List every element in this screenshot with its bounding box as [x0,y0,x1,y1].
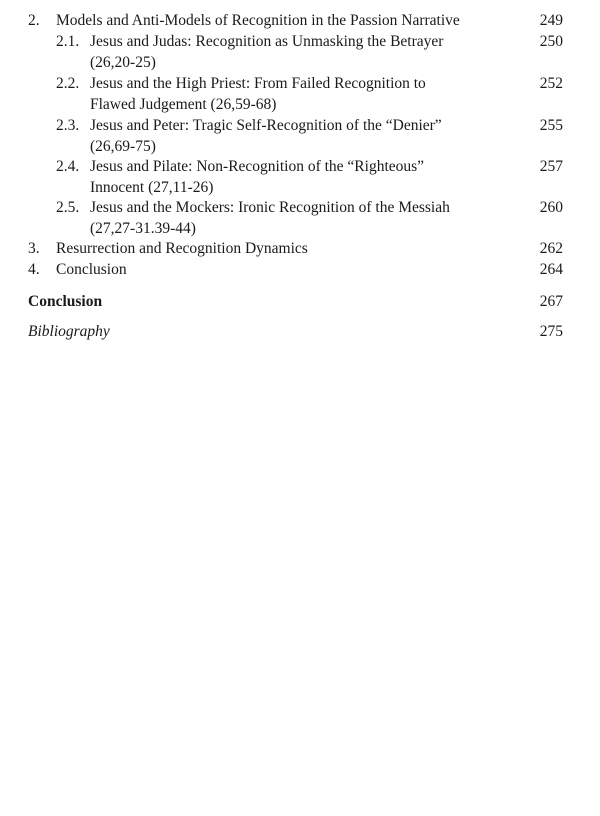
entry-number: 2.4. [56,158,80,175]
page-number: 275 [539,323,563,340]
page-number: 264 [539,261,563,278]
entry-number: 2.2. [56,75,80,92]
entry-title: Jesus and Judas: Recognition as Unmasking the Betrayer [90,33,444,50]
entry-title-continued: (26,69-75) [90,138,156,155]
entry-number: 2.5. [56,199,80,216]
entry-title: Jesus and Pilate: Non-Recognition of the “Righteous” [90,158,425,175]
page-number: 267 [539,293,563,310]
entry-title-continued: Flawed Judgement (26,59-68) [90,96,277,113]
entry-title-continued: (26,20-25) [90,54,156,71]
page-number: 257 [539,158,563,175]
entry-number: 3. [28,240,40,257]
entry-number: 2. [28,12,40,29]
entry-title-continued: Innocent (27,11-26) [90,179,214,196]
entry-number: 2.3. [56,117,80,134]
entry-title: Resurrection and Recognition Dynamics [56,240,308,257]
page-number: 262 [539,240,563,257]
page-number: 260 [539,199,563,216]
entry-title: Jesus and the Mockers: Ironic Recognition of the Messiah [90,199,450,216]
entry-title: Jesus and the High Priest: From Failed Recognition to [90,75,426,92]
entry-number: 4. [28,261,40,278]
entry-number: 2.1. [56,33,80,50]
entry-title-continued: (27,27-31.39-44) [90,220,196,237]
entry-title: Conclusion [28,293,103,310]
entry-title: Conclusion [56,261,127,278]
entry-title: Bibliography [28,323,110,340]
page-number: 252 [539,75,563,92]
entry-title: Models and Anti-Models of Recognition in the Passion Narrative [56,12,460,29]
page-number: 250 [539,33,563,50]
entry-title: Jesus and Peter: Tragic Self-Recognition of the “Denier” [90,117,442,134]
page-number: 249 [539,12,563,29]
page-number: 255 [539,117,563,134]
